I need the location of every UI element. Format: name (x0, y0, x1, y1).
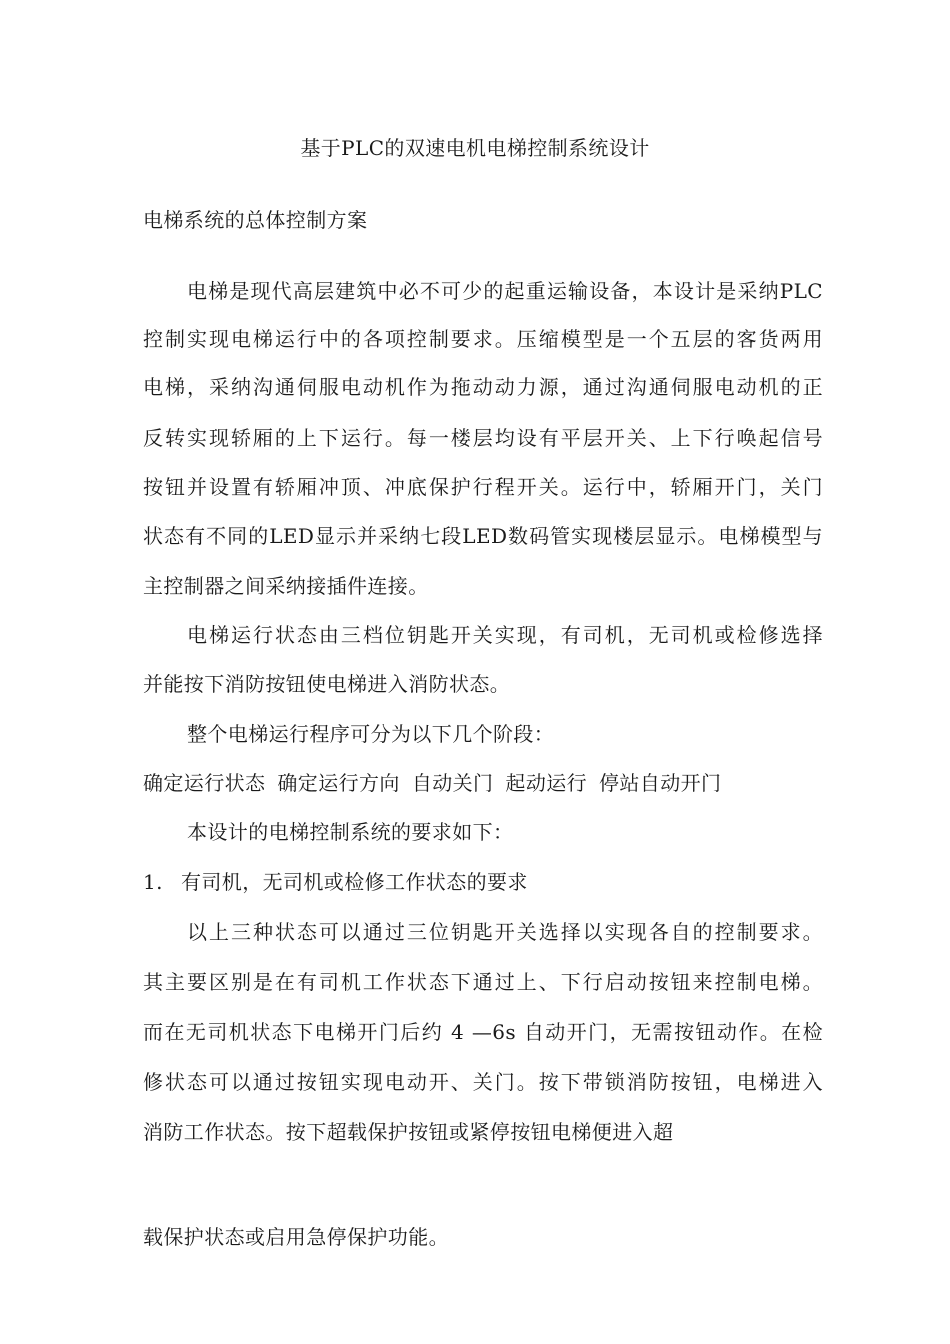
paragraph3-line-5: 消防工作状态。按下超载保护按钮或紧停按钮电梯便进入超 (143, 1120, 674, 1144)
paragraph1-line-7: 主控制器之间采纳接插件连接。 (143, 574, 429, 598)
item1-title: 有司机，无司机或检修工作状态的要求 (181, 870, 528, 894)
stages-list (143, 769, 823, 797)
continuation-line: 载保护状态或启用急停保护功能。 (143, 1225, 449, 1249)
paragraph1-line-3: 电梯，采纳沟通伺服电动机作为拖动动力源，通过沟通伺服电动机的正 (143, 375, 823, 399)
paragraph2-line-1: 电梯运行状态由三档位钥匙开关实现，有司机，无司机或检修选择 (187, 623, 823, 647)
paragraph3-line-2: 其主要区别是在有司机工作状态下通过上、下行启动按钮来控制电梯。 (143, 970, 823, 994)
section-heading: 电梯系统的总体控制方案 (143, 208, 368, 232)
paragraph1-line-4: 反转实现轿厢的上下运行。每一楼层均设有平层开关、上下行唤起信号 (143, 426, 823, 450)
paragraph1-line-6: 状态有不同的LED显示并采纳七段LED数码管实现楼层显示。电梯模型与 (143, 524, 823, 548)
item1-number: 1. (143, 870, 163, 894)
paragraph2-line-2: 并能按下消防按钮使电梯进入消防状态。 (143, 672, 511, 696)
item1-heading (143, 868, 823, 896)
paragraph1-line-5: 按钮并设置有轿厢冲顶、冲底保护行程开关。运行中，轿厢开门，关门 (143, 475, 823, 499)
paragraph1-line-2: 控制实现电梯运行中的各项控制要求。压缩模型是一个五层的客货两用 (143, 327, 823, 351)
paragraph1-line-1: 电梯是现代高层建筑中必不可少的起重运输设备，本设计是采纳PLC (187, 279, 823, 303)
paragraph3-line-3: 而在无司机状态下电梯开门后约 4 —6s 自动开门，无需按钮动作。在检 (143, 1020, 823, 1044)
paragraph3-line-1: 以上三种状态可以通过三位钥匙开关选择以实现各自的控制要求。 (187, 920, 823, 944)
stage-item: 起动运行 (505, 771, 588, 795)
stages-intro: 整个电梯运行程序可分为以下几个阶段： (187, 722, 555, 746)
requirements-intro: 本设计的电梯控制系统的要求如下： (187, 820, 514, 844)
document-title: 基于PLC的双速电机电梯控制系统设计 (300, 136, 650, 160)
stage-item: 确定运行方向 (277, 771, 400, 795)
paragraph3-line-4: 修状态可以通过按钮实现电动开、关门。按下带锁消防按钮，电梯进入 (143, 1070, 823, 1094)
stage-item: 停站自动开门 (599, 771, 722, 795)
stage-item: 确定运行状态 (143, 771, 266, 795)
stage-item: 自动关门 (411, 771, 494, 795)
